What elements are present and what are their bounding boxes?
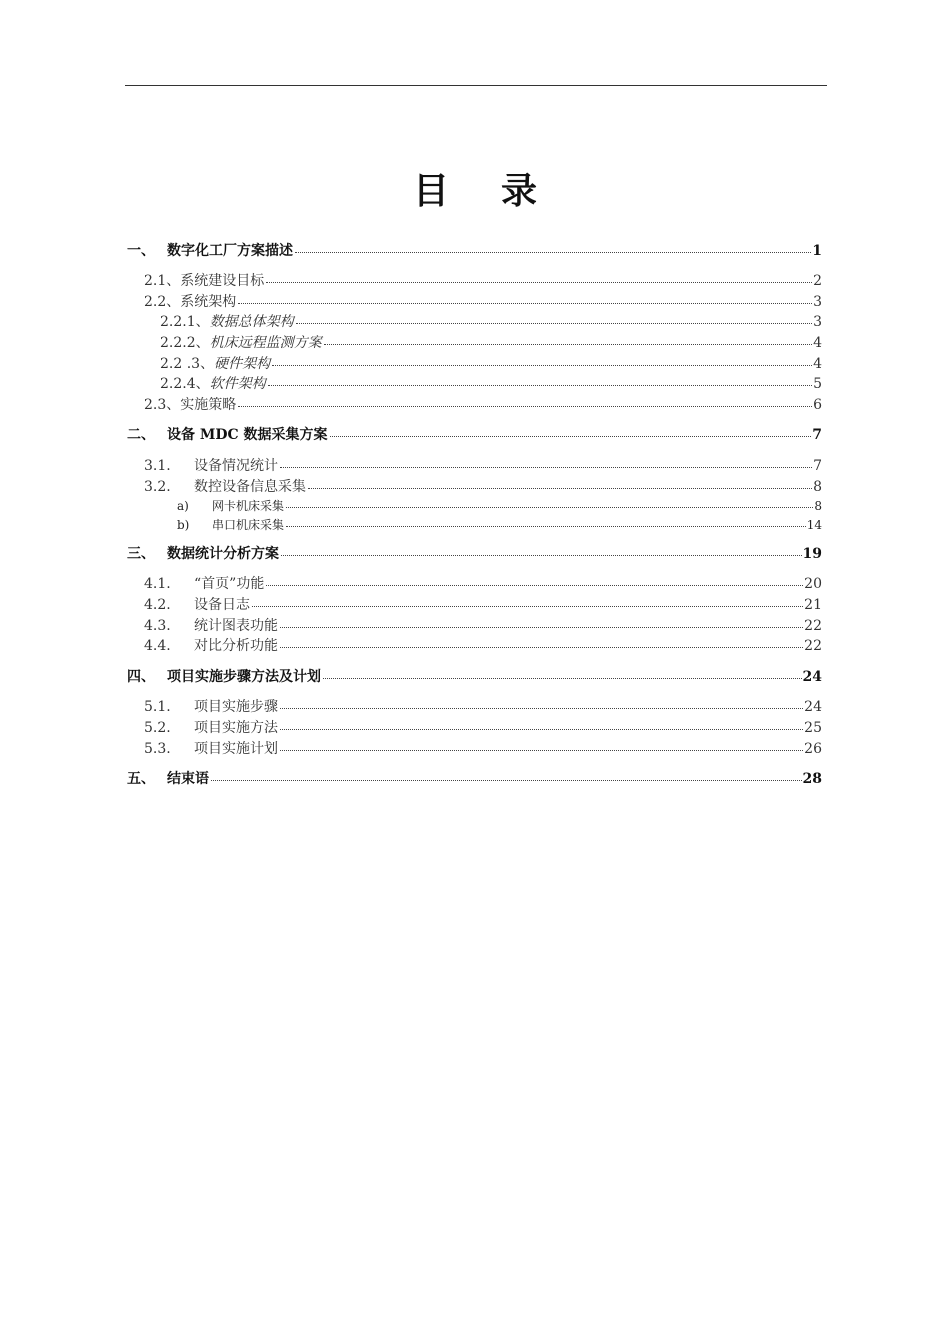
toc-dot-leader <box>280 467 812 468</box>
toc-entry-chapter[interactable] <box>127 547 822 561</box>
toc-entry-page: 8 <box>813 479 822 495</box>
toc-entry-number: b) <box>177 518 190 532</box>
toc-entry-number: 2.2.1、 <box>160 314 210 330</box>
toc-dot-leader <box>266 585 803 586</box>
toc-dot-leader <box>330 436 812 437</box>
toc-entry-page: 7 <box>812 427 822 443</box>
toc-entry-number: 四、 <box>127 669 155 685</box>
toc-entry-number: 2.1、 <box>144 273 181 289</box>
toc-entry-text: 机床远程监测方案 <box>209 335 322 351</box>
toc-entry-number: 3.1. <box>144 458 171 474</box>
toc-entry-text: 设备情况统计 <box>194 458 278 474</box>
toc-entry-number: 4.1. <box>144 576 171 592</box>
toc-entry-page: 4 <box>813 356 822 372</box>
toc-dot-leader <box>211 780 802 781</box>
toc-entry-section[interactable] <box>144 619 822 633</box>
toc-entry-number: 2.2、 <box>144 294 181 310</box>
toc-dot-leader <box>280 708 803 709</box>
toc-entry-text: “首页”功能 <box>194 576 265 592</box>
toc-entry-text: 设备 MDC 数据采集方案 <box>167 427 328 443</box>
toc-dot-leader <box>252 606 803 607</box>
toc-entry-chapter[interactable] <box>127 670 822 684</box>
toc-entry-chapter[interactable] <box>127 428 822 442</box>
toc-dot-leader <box>324 344 812 345</box>
toc-entry-text: 数据统计分析方案 <box>167 546 279 562</box>
toc-entry-text: 数字化工厂方案描述 <box>167 243 293 259</box>
toc-entry-section[interactable] <box>144 721 822 735</box>
toc-entry-page: 28 <box>802 771 822 787</box>
toc-entry-number: 4.4. <box>144 638 171 654</box>
toc-entry-number: 二、 <box>127 427 155 443</box>
toc-title-part2: 录 <box>501 171 538 212</box>
toc-dot-leader <box>280 627 803 628</box>
toc-entry-number: 2.2 .3、 <box>160 356 215 372</box>
toc-entry-section[interactable] <box>144 274 822 288</box>
toc-entry-number: 五、 <box>127 771 155 787</box>
toc-entry-text: 项目实施计划 <box>194 741 278 757</box>
toc-entry-page: 24 <box>802 669 822 685</box>
toc-dot-leader <box>266 282 812 283</box>
toc-dot-leader <box>286 507 813 508</box>
toc-entry-text: 系统架构 <box>180 294 237 310</box>
toc-entry-page: 4 <box>813 335 822 351</box>
toc-entry-chapter[interactable] <box>127 772 822 786</box>
toc-entry-section[interactable] <box>144 639 822 653</box>
toc-entry-text: 项目实施步骤方法及计划 <box>167 669 321 685</box>
toc-entry-section[interactable] <box>144 295 822 309</box>
toc-entry-page: 22 <box>804 638 822 654</box>
toc-entry-text: 结束语 <box>167 771 209 787</box>
toc-entry-number: 3.2. <box>144 479 171 495</box>
toc-entry-section[interactable] <box>144 598 822 612</box>
toc-entry-text: 项目实施步骤 <box>194 699 278 715</box>
header-rule <box>125 85 827 86</box>
toc-dot-leader <box>238 303 812 304</box>
toc-entry-page: 8 <box>814 499 822 513</box>
toc-dot-leader <box>295 252 811 253</box>
toc-entry-number: 2.2.4、 <box>160 376 210 392</box>
toc-entry-number: 2.3、 <box>144 397 181 413</box>
toc-dot-leader <box>286 526 806 527</box>
toc-dot-leader <box>272 365 812 366</box>
toc-entry-text: 串口机床采集 <box>212 518 285 532</box>
toc-dot-leader <box>280 729 803 730</box>
toc-entry-page: 1 <box>812 243 822 259</box>
toc-entry-page: 6 <box>813 397 822 413</box>
toc-entry-section[interactable] <box>144 577 822 591</box>
toc-entry-section[interactable] <box>144 742 822 756</box>
toc-entry-text: 数据总体架构 <box>209 314 294 330</box>
toc-entry-page: 24 <box>804 699 822 715</box>
toc-entry-text: 实施策略 <box>180 397 237 413</box>
toc-dot-leader <box>308 488 812 489</box>
toc-entry-page: 5 <box>813 376 822 392</box>
toc-entry-page: 22 <box>804 618 822 634</box>
toc-dot-leader <box>280 647 803 648</box>
toc-entry-page: 25 <box>804 720 822 736</box>
toc-entry-number: 5.2. <box>144 720 171 736</box>
toc-entry-text: 数控设备信息采集 <box>194 479 306 495</box>
toc-entry-section[interactable] <box>144 700 822 714</box>
toc-entry-subsection[interactable] <box>160 357 822 371</box>
toc-entry-page: 2 <box>813 273 822 289</box>
toc-entry-subsection[interactable] <box>160 377 822 391</box>
toc-title-part1: 目 <box>412 171 449 212</box>
toc-entry-text: 对比分析功能 <box>194 638 278 654</box>
toc-entry-chapter[interactable] <box>127 244 822 258</box>
toc-entry-text: 软件架构 <box>209 376 266 392</box>
toc-entry-page: 14 <box>806 518 822 532</box>
toc-entry-section[interactable] <box>144 398 822 412</box>
toc-dot-leader <box>268 385 812 386</box>
toc-entry-text: 系统建设目标 <box>180 273 265 289</box>
toc-entry-section[interactable] <box>144 480 822 494</box>
toc-entry-number: 三、 <box>127 546 155 562</box>
toc-entry-subsection[interactable] <box>160 336 822 350</box>
toc-entry-number: a) <box>177 499 189 513</box>
toc-entry-number: 2.2.2、 <box>160 335 210 351</box>
toc-entry-page: 21 <box>804 597 822 613</box>
toc-dot-leader <box>281 555 802 556</box>
toc-dot-leader <box>238 406 812 407</box>
toc-entry-text: 项目实施方法 <box>194 720 278 736</box>
toc-title <box>0 163 950 214</box>
toc-entry-number: 4.2. <box>144 597 171 613</box>
toc-dot-leader <box>280 750 803 751</box>
toc-entry-page: 19 <box>802 546 822 562</box>
toc-dot-leader <box>296 323 812 324</box>
toc-entry-number: 5.3. <box>144 741 171 757</box>
toc-entry-item[interactable] <box>177 500 822 512</box>
toc-entry-page: 20 <box>804 576 822 592</box>
toc-entry-page: 3 <box>813 294 822 310</box>
toc-entry-number: 4.3. <box>144 618 171 634</box>
toc-entry-section[interactable] <box>144 459 822 473</box>
toc-entry-text: 网卡机床采集 <box>212 499 285 513</box>
toc-entry-text: 设备日志 <box>194 597 250 613</box>
toc-entry-text: 统计图表功能 <box>194 618 278 634</box>
toc-entry-page: 7 <box>813 458 822 474</box>
toc-entry-number: 5.1. <box>144 699 171 715</box>
toc-entry-number: 一、 <box>127 243 155 259</box>
toc-entry-subsection[interactable] <box>160 315 822 329</box>
toc-entry-page: 3 <box>813 314 822 330</box>
toc-entry-page: 26 <box>804 741 822 757</box>
toc-entry-item[interactable] <box>177 519 822 531</box>
toc-entry-text: 硬件架构 <box>214 356 271 372</box>
toc-dot-leader <box>323 678 802 679</box>
